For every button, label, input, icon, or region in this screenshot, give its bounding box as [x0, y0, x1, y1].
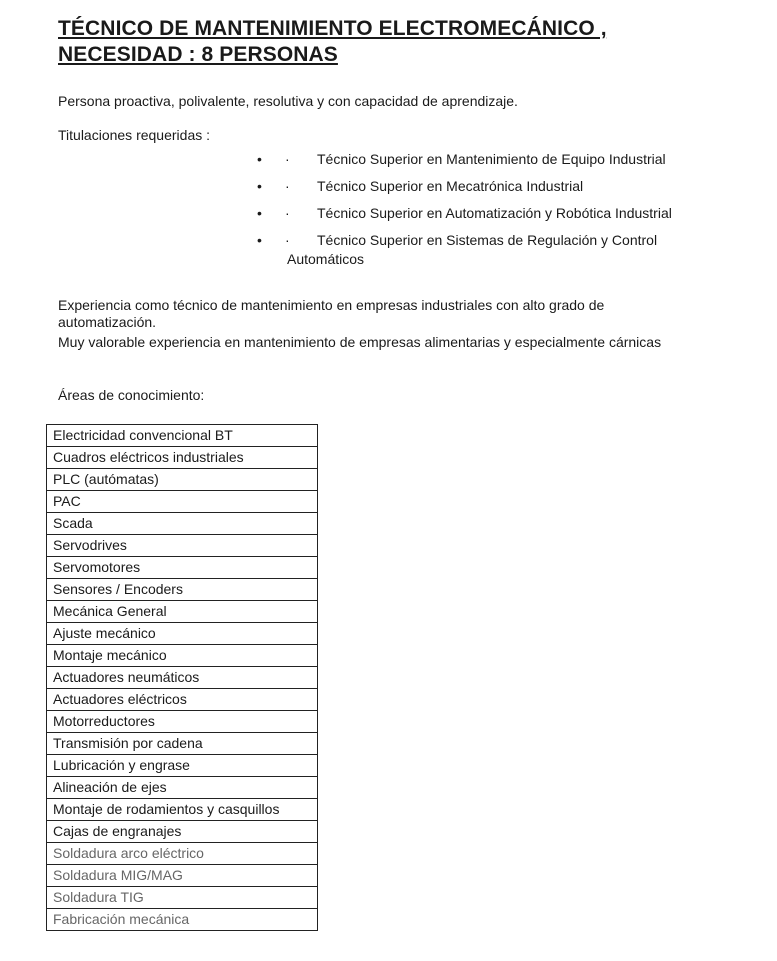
table-row	[47, 645, 318, 667]
area-cell: Alineación de ejes	[47, 777, 318, 799]
table-row	[47, 491, 318, 513]
document-title	[58, 16, 607, 68]
table-row	[47, 777, 318, 799]
qualifications-heading: Titulaciones requeridas :	[58, 127, 211, 143]
table-row	[47, 601, 318, 623]
area-cell: Montaje mecánico	[47, 645, 318, 667]
area-cell: Electricidad convencional BT	[47, 425, 318, 447]
area-cell: Fabricación mecánica	[47, 909, 318, 931]
table-row	[47, 909, 318, 931]
area-cell: Transmisión por cadena	[47, 733, 318, 755]
profile-text: Persona proactiva, polivalente, resolutiva y con capacidad de aprendizaje.	[58, 93, 518, 109]
qualification-text: Técnico Superior en Sistemas de Regulación y Control	[317, 232, 658, 248]
table-row	[47, 535, 318, 557]
area-cell: Actuadores neumáticos	[47, 667, 318, 689]
table-row	[47, 579, 318, 601]
qualification-text: Técnico Superior en Mantenimiento de Equipo Industrial	[317, 151, 666, 167]
title-line-2: NECESIDAD : 8 PERSONAS	[58, 43, 338, 66]
tick-mark: ·	[285, 151, 290, 167]
area-cell: Sensores / Encoders	[47, 579, 318, 601]
qualification-item	[255, 231, 672, 269]
table-row	[47, 843, 318, 865]
table-row	[47, 667, 318, 689]
area-cell: Montaje de rodamientos y casquillos	[47, 799, 318, 821]
areas-heading: Áreas de conocimiento:	[58, 387, 205, 403]
area-cell: Soldadura TIG	[47, 887, 318, 909]
title-line-1: TÉCNICO DE MANTENIMIENTO ELECTROMECÁNICO ,	[58, 17, 607, 40]
table-row	[47, 623, 318, 645]
tick-mark: ·	[285, 205, 290, 221]
bullet-icon: •	[257, 178, 262, 194]
area-cell: Scada	[47, 513, 318, 535]
qualification-item	[255, 177, 672, 196]
table-row	[47, 755, 318, 777]
table-row	[47, 447, 318, 469]
area-cell: Mecánica General	[47, 601, 318, 623]
area-cell: Soldadura arco eléctrico	[47, 843, 318, 865]
area-cell: Cajas de engranajes	[47, 821, 318, 843]
table-row	[47, 469, 318, 491]
qualification-item	[255, 150, 672, 169]
qualifications-list	[255, 150, 672, 277]
area-cell: Lubricación y engrase	[47, 755, 318, 777]
table-row	[47, 689, 318, 711]
area-cell: Ajuste mecánico	[47, 623, 318, 645]
qualification-item	[255, 204, 672, 223]
table-row	[47, 711, 318, 733]
area-cell: Soldadura MIG/MAG	[47, 865, 318, 887]
area-cell: PAC	[47, 491, 318, 513]
qualification-text: Técnico Superior en Automatización y Robótica Industrial	[317, 205, 672, 221]
table-row	[47, 887, 318, 909]
qualification-text: Técnico Superior en Mecatrónica Industrial	[317, 178, 584, 194]
area-cell: Actuadores eléctricos	[47, 689, 318, 711]
area-cell: PLC (autómatas)	[47, 469, 318, 491]
table-row	[47, 557, 318, 579]
table-row	[47, 513, 318, 535]
table-row	[47, 821, 318, 843]
table-row	[47, 733, 318, 755]
bullet-icon: •	[257, 232, 262, 248]
experience-valued-text: Muy valorable experiencia en mantenimiento de empresas alimentarias y especialmente cárnicas	[58, 334, 662, 350]
knowledge-areas-table	[46, 424, 318, 931]
experience-text: Experiencia como técnico de mantenimiento en empresas industriales con alto grado de automatización.	[58, 297, 605, 330]
area-cell: Servodrives	[47, 535, 318, 557]
bullet-icon: •	[257, 205, 262, 221]
area-cell: Cuadros eléctricos industriales	[47, 447, 318, 469]
qualification-text-continuation: Automáticos	[287, 251, 365, 267]
area-cell: Servomotores	[47, 557, 318, 579]
tick-mark: ·	[285, 178, 290, 194]
table-row	[47, 799, 318, 821]
bullet-icon: •	[257, 151, 262, 167]
area-cell: Motorreductores	[47, 711, 318, 733]
table-row	[47, 865, 318, 887]
tick-mark: ·	[285, 232, 290, 248]
table-row	[47, 425, 318, 447]
